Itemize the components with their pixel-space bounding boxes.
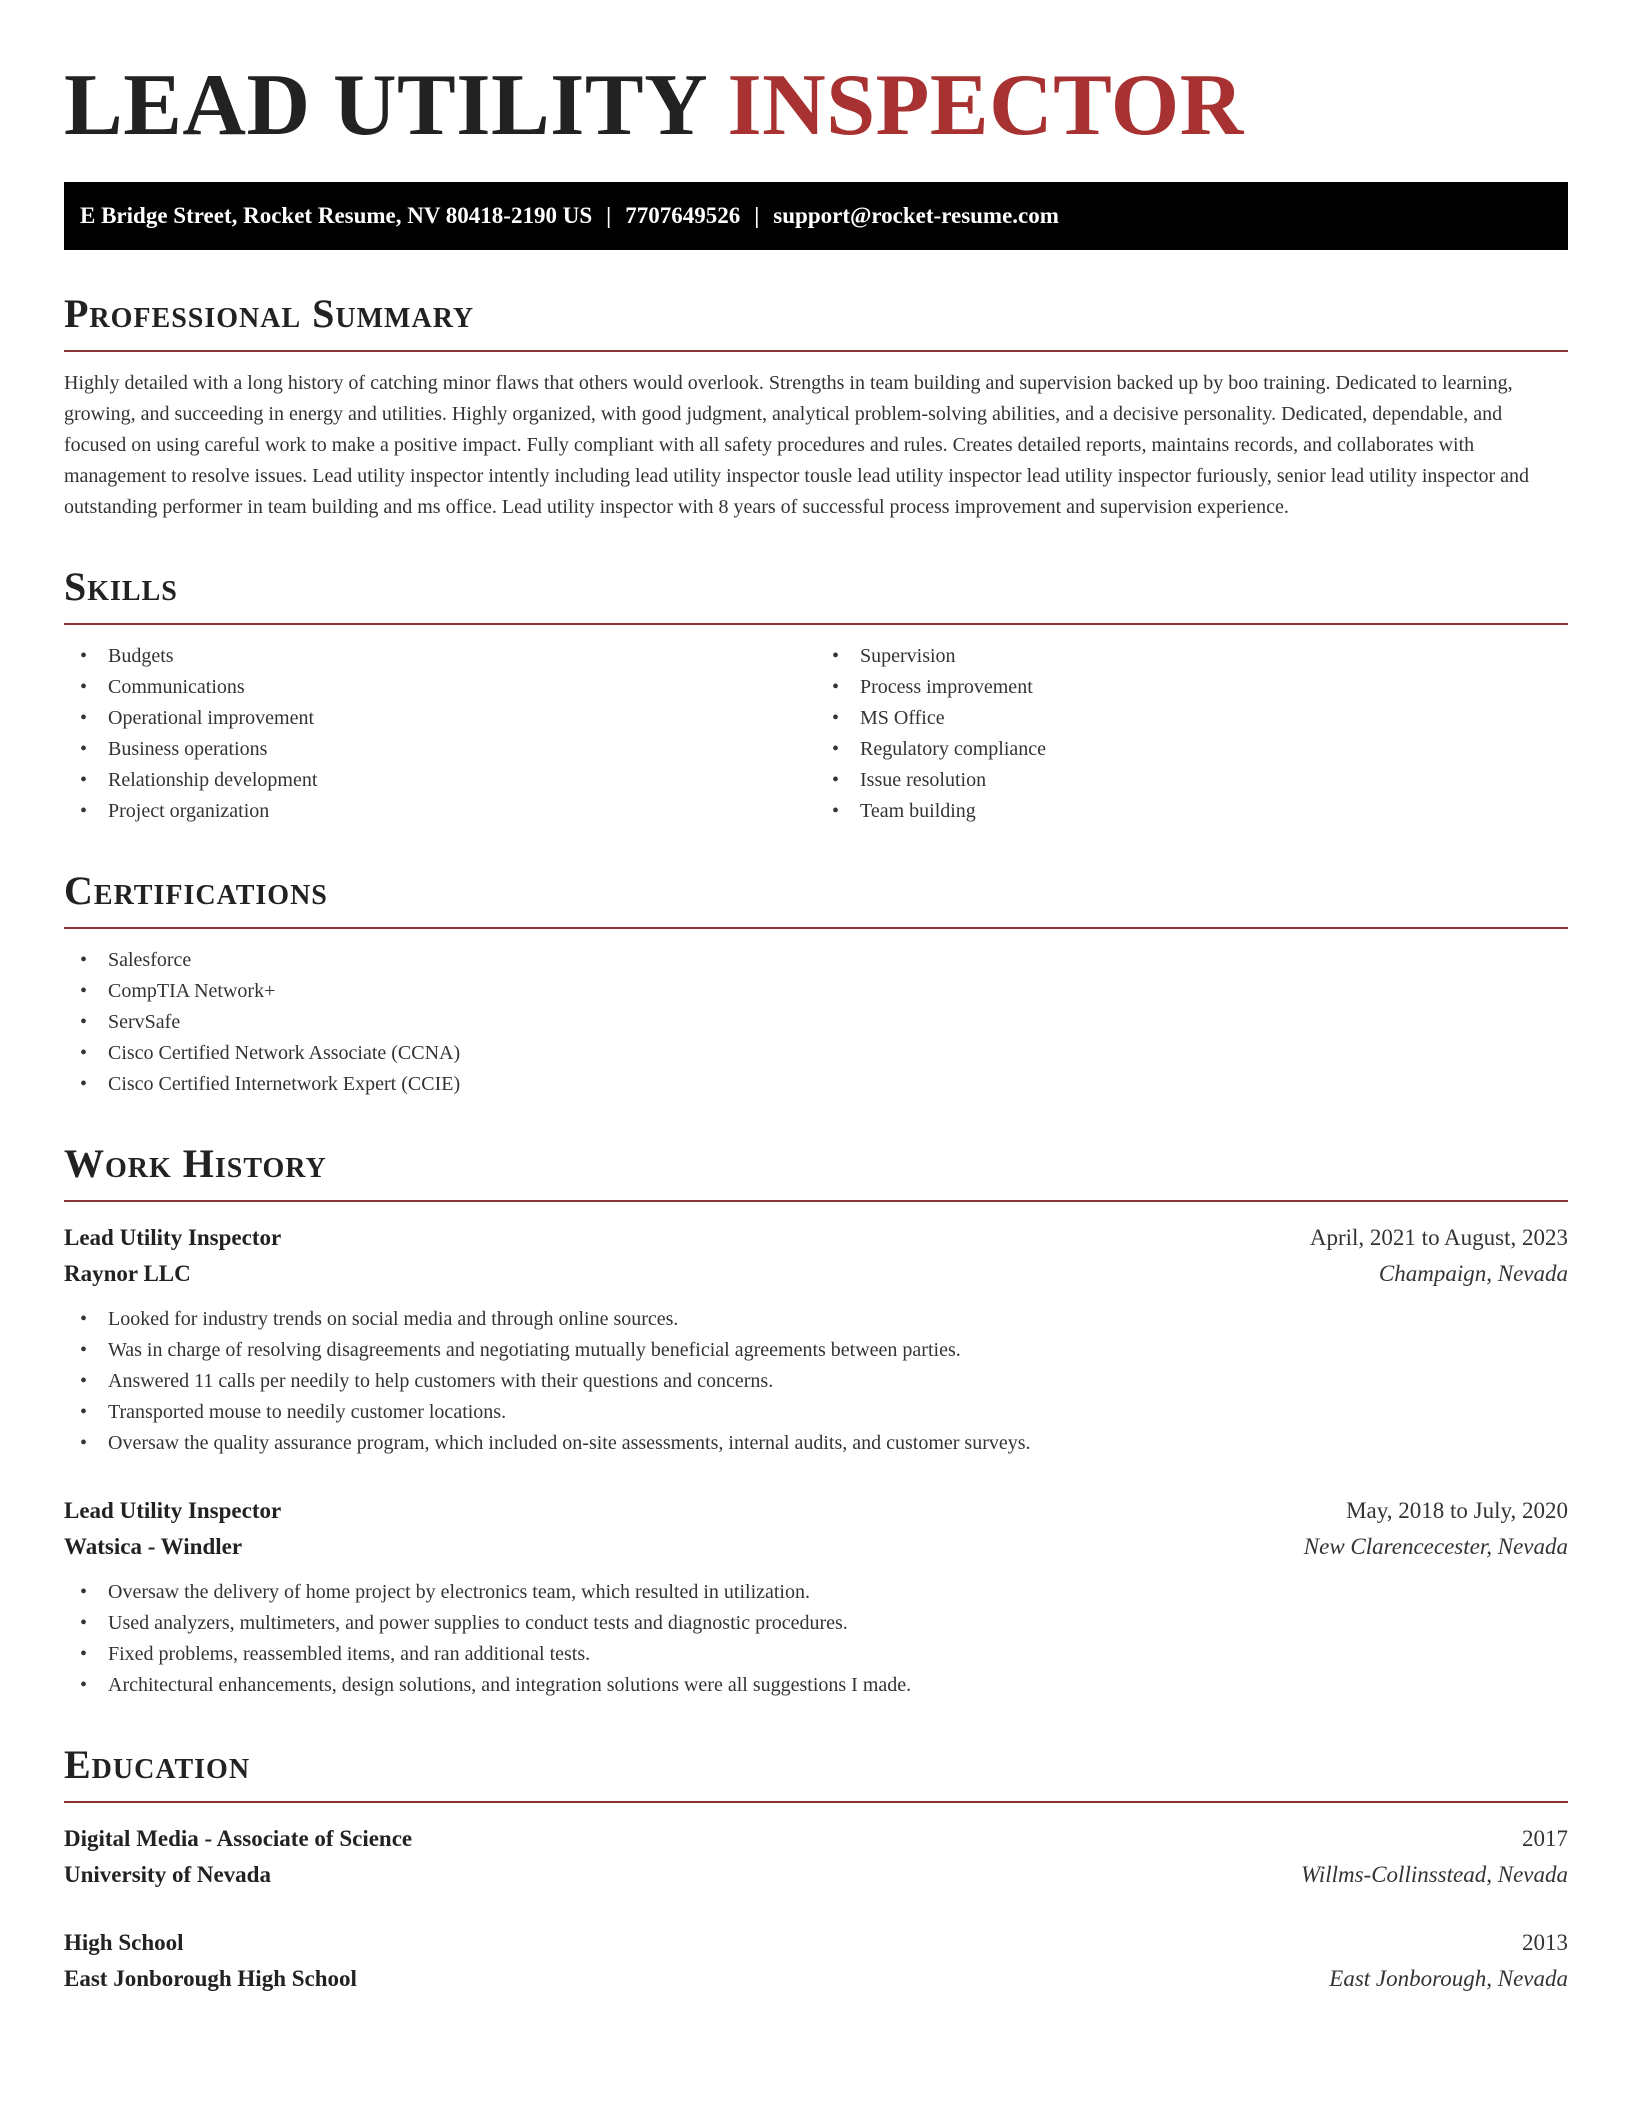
section-divider: [64, 1200, 1568, 1202]
skill-item: • Operational improvement: [64, 703, 816, 734]
job-title: Lead Utility Inspector: [64, 1225, 282, 1250]
education-school: East Jonborough High School: [64, 1966, 357, 1991]
job-bullets: [64, 1304, 1568, 1459]
education-degree: High School: [64, 1930, 184, 1955]
education-degree: Digital Media - Associate of Science: [64, 1826, 413, 1851]
education-school-row: [64, 1857, 1568, 1893]
job-location: New Clarencecester, Nevada: [1303, 1534, 1568, 1559]
job-company-row: [64, 1529, 1568, 1565]
section-divider: [64, 927, 1568, 929]
certification-item: • Salesforce: [64, 945, 1568, 976]
certification-item: • ServSafe: [64, 1007, 1568, 1038]
section-title-education: Education: [64, 1742, 251, 1787]
contact-address: E Bridge Street, Rocket Resume, NV 80418-2190 US: [80, 203, 593, 228]
skill-item: • Project organization: [64, 796, 816, 827]
skill-item: • Business operations: [64, 734, 816, 765]
skill-item: • Budgets: [64, 641, 816, 672]
section-divider: [64, 1801, 1568, 1803]
job-bullet: • Was in charge of resolving disagreements and negotiating mutually beneficial agreements between parties.: [64, 1335, 1568, 1366]
education-header-row: [64, 1821, 1568, 1857]
certifications-list: [64, 945, 1568, 1100]
job-company: Watsica - Windler: [64, 1534, 243, 1559]
job-entry: [64, 1493, 1568, 1701]
contact-email: support@rocket-resume.com: [773, 203, 1059, 228]
job-bullet: • Answered 11 calls per needily to help customers with their questions and concerns.: [64, 1366, 1568, 1397]
section-title-certifications: Certifications: [64, 868, 328, 913]
education-header-row: [64, 1925, 1568, 1961]
skills-list-left: [64, 641, 816, 827]
job-header-row: [64, 1220, 1568, 1256]
contact-phone: 7707649526: [625, 203, 741, 228]
contact-separator: |: [606, 203, 612, 228]
skill-item: • MS Office: [816, 703, 1568, 734]
education-school: University of Nevada: [64, 1862, 271, 1887]
title-accent: INSPECTOR: [727, 57, 1244, 154]
education-year: 2017: [1522, 1826, 1568, 1851]
skill-item: • Process improvement: [816, 672, 1568, 703]
job-entry: [64, 1220, 1568, 1459]
certification-item: • CompTIA Network+: [64, 976, 1568, 1007]
skill-item: • Issue resolution: [816, 765, 1568, 796]
skill-item: • Supervision: [816, 641, 1568, 672]
job-bullet: • Oversaw the delivery of home project by electronics team, which resulted in utilization.: [64, 1577, 1568, 1608]
skill-item: • Regulatory compliance: [816, 734, 1568, 765]
education-entry: [64, 1821, 1568, 1893]
education-year: 2013: [1522, 1930, 1568, 1955]
skill-item: • Communications: [64, 672, 816, 703]
title-main: LEAD UTILITY: [64, 57, 705, 154]
job-company: Raynor LLC: [64, 1261, 191, 1286]
contact-separator: |: [754, 203, 760, 228]
job-bullet: • Used analyzers, multimeters, and power supplies to conduct tests and diagnostic procedures.: [64, 1608, 1568, 1639]
job-bullet: • Oversaw the quality assurance program, which included on-site assessments, internal audits, and customer surveys.: [64, 1428, 1568, 1459]
education-location: Willms-Collinsstead, Nevada: [1300, 1862, 1568, 1887]
job-dates: April, 2021 to August, 2023: [1309, 1225, 1568, 1250]
job-title: Lead Utility Inspector: [64, 1498, 282, 1523]
summary-text: Highly detailed with a long history of catching minor flaws that others would overlook. Strengths in team building and supervision backed up by boo training. Dedicated to learning, growing, and succeeding in energy and utilities. Highly organized, with good judgment, analytical problem-solving abilities, and a decisive personality. Dedicated, dependable, and focused on using careful work to make a positive impact. Fully compliant with all safety procedures and rules. Creates detailed reports, maintains records, and collaborates with management to resolve issues. Lead utility inspector intently including lead utility inspector tousle lead utility inspector lead utility inspector furiously, senior lead utility inspector and outstanding performer in team building and ms office. Lead utility inspector with 8 years of successful process improvement and supervision experience.: [64, 372, 1530, 518]
job-location: Champaign, Nevada: [1378, 1261, 1568, 1286]
job-bullet: • Fixed problems, reassembled items, and ran additional tests.: [64, 1639, 1568, 1670]
section-divider: [64, 350, 1568, 352]
resume-title: [64, 56, 1568, 154]
education-entry: [64, 1925, 1568, 1997]
job-bullet: • Architectural enhancements, design solutions, and integration solutions were all suggestions I made.: [64, 1670, 1568, 1701]
skills-grid: [64, 625, 1568, 827]
job-bullet: • Looked for industry trends on social media and through online sources.: [64, 1304, 1568, 1335]
job-bullets: [64, 1577, 1568, 1701]
certification-item: • Cisco Certified Internetwork Expert (CCIE): [64, 1069, 1568, 1100]
skills-list-right: [816, 641, 1568, 827]
section-title-skills: Skills: [64, 564, 178, 609]
job-bullet: • Transported mouse to needily customer locations.: [64, 1397, 1568, 1428]
certification-item: • Cisco Certified Network Associate (CCNA): [64, 1038, 1568, 1069]
contact-bar: [64, 182, 1568, 250]
job-dates: May, 2018 to July, 2020: [1346, 1498, 1568, 1523]
education-location: East Jonborough, Nevada: [1329, 1966, 1568, 1991]
education-school-row: [64, 1961, 1568, 1997]
skill-item: • Team building: [816, 796, 1568, 827]
skill-item: • Relationship development: [64, 765, 816, 796]
job-company-row: [64, 1256, 1568, 1292]
job-header-row: [64, 1493, 1568, 1529]
section-title-work-history: Work History: [64, 1141, 327, 1186]
section-title-summary: Professional Summary: [64, 291, 475, 336]
